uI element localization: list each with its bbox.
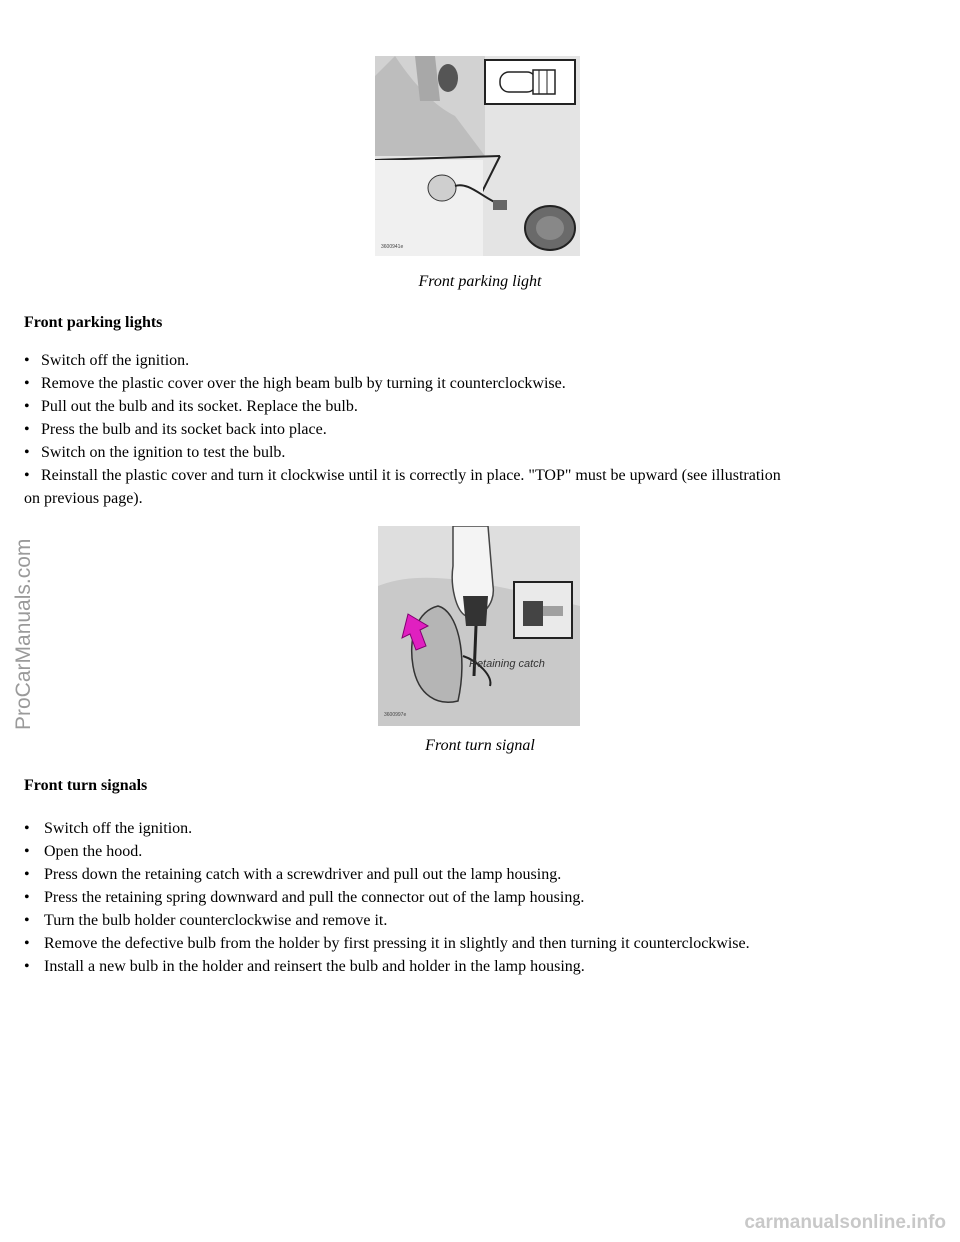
bottom-watermark: carmanualsonline.info xyxy=(744,1212,946,1233)
list-item: • Switch on the ignition to test the bulb. xyxy=(24,444,286,461)
list-item: • Press the bulb and its socket back into place. xyxy=(24,421,327,438)
section2-heading: Front turn signals xyxy=(24,777,148,794)
figure2-caption: Front turn signal xyxy=(425,737,535,754)
step-text: Switch off the ignition. xyxy=(41,352,190,369)
list-item: • Install a new bulb in the holder and reinsert the bulb and holder in the lamp housing. xyxy=(24,958,585,975)
figure2-code: 3600997e xyxy=(384,712,407,718)
list-item: • Press the retaining spring downward and pull the connector out of the lamp housing. xyxy=(24,889,585,906)
step-text: Install a new bulb in the holder and reinsert the bulb and holder in the lamp housing. xyxy=(44,958,585,975)
section1-heading: Front parking lights xyxy=(24,314,163,331)
list-item: • Pull out the bulb and its socket. Replace the bulb. xyxy=(24,398,358,415)
step-text: Open the hood. xyxy=(44,843,143,860)
step-text-continued: on previous page). xyxy=(24,490,143,507)
list-item: • Turn the bulb holder counterclockwise and remove it. xyxy=(24,912,388,929)
step-text: Pull out the bulb and its socket. Replace the bulb. xyxy=(41,398,358,415)
list-item: • Remove the plastic cover over the high beam bulb by turning it counterclockwise. xyxy=(24,375,566,392)
step-text: Press down the retaining catch with a screwdriver and pull out the lamp housing. xyxy=(44,866,562,883)
side-watermark: ProCarManuals.com xyxy=(12,538,35,730)
retaining-catch-label: Retaining catch xyxy=(469,658,545,670)
step-text: Press the retaining spring downward and pull the connector out of the lamp housing. xyxy=(44,889,585,906)
list-item: • Remove the defective bulb from the holder by first pressing it in slightly and then turning it counterclockwise. xyxy=(24,935,750,952)
list-item: • Reinstall the plastic cover and turn it clockwise until it is correctly in place. "TOP" must be upward (see illustration on previous page). xyxy=(24,464,924,510)
step-text: Switch on the ignition to test the bulb. xyxy=(41,444,286,461)
parking-light-illustration xyxy=(375,56,580,256)
step-text: Remove the defective bulb from the holder by first pressing it in slightly and then turning it counterclockwise. xyxy=(44,935,750,952)
section1-steps xyxy=(24,349,924,510)
step-text: Remove the plastic cover over the high beam bulb by turning it counterclockwise. xyxy=(41,375,566,392)
list-item: • Press down the retaining catch with a screwdriver and pull out the lamp housing. xyxy=(24,866,562,883)
step-text: Turn the bulb holder counterclockwise and remove it. xyxy=(44,912,388,929)
figure1-caption: Front parking light xyxy=(418,273,542,290)
list-item: • Switch off the ignition. xyxy=(24,352,190,369)
section2-steps xyxy=(24,817,924,978)
turn-signal-drawing xyxy=(378,526,580,726)
list-item: • Open the hood. xyxy=(24,843,143,860)
turn-signal-illustration xyxy=(378,526,580,726)
list-item: • Switch off the ignition. xyxy=(24,820,193,837)
figure1-code: 3600941e xyxy=(381,244,404,250)
step-text: Switch off the ignition. xyxy=(44,820,193,837)
parking-light-drawing xyxy=(375,56,580,256)
step-text: Press the bulb and its socket back into place. xyxy=(41,421,327,438)
step-text: Reinstall the plastic cover and turn it clockwise until it is correctly in place. "TOP" must be upward (see illustration xyxy=(41,467,781,484)
